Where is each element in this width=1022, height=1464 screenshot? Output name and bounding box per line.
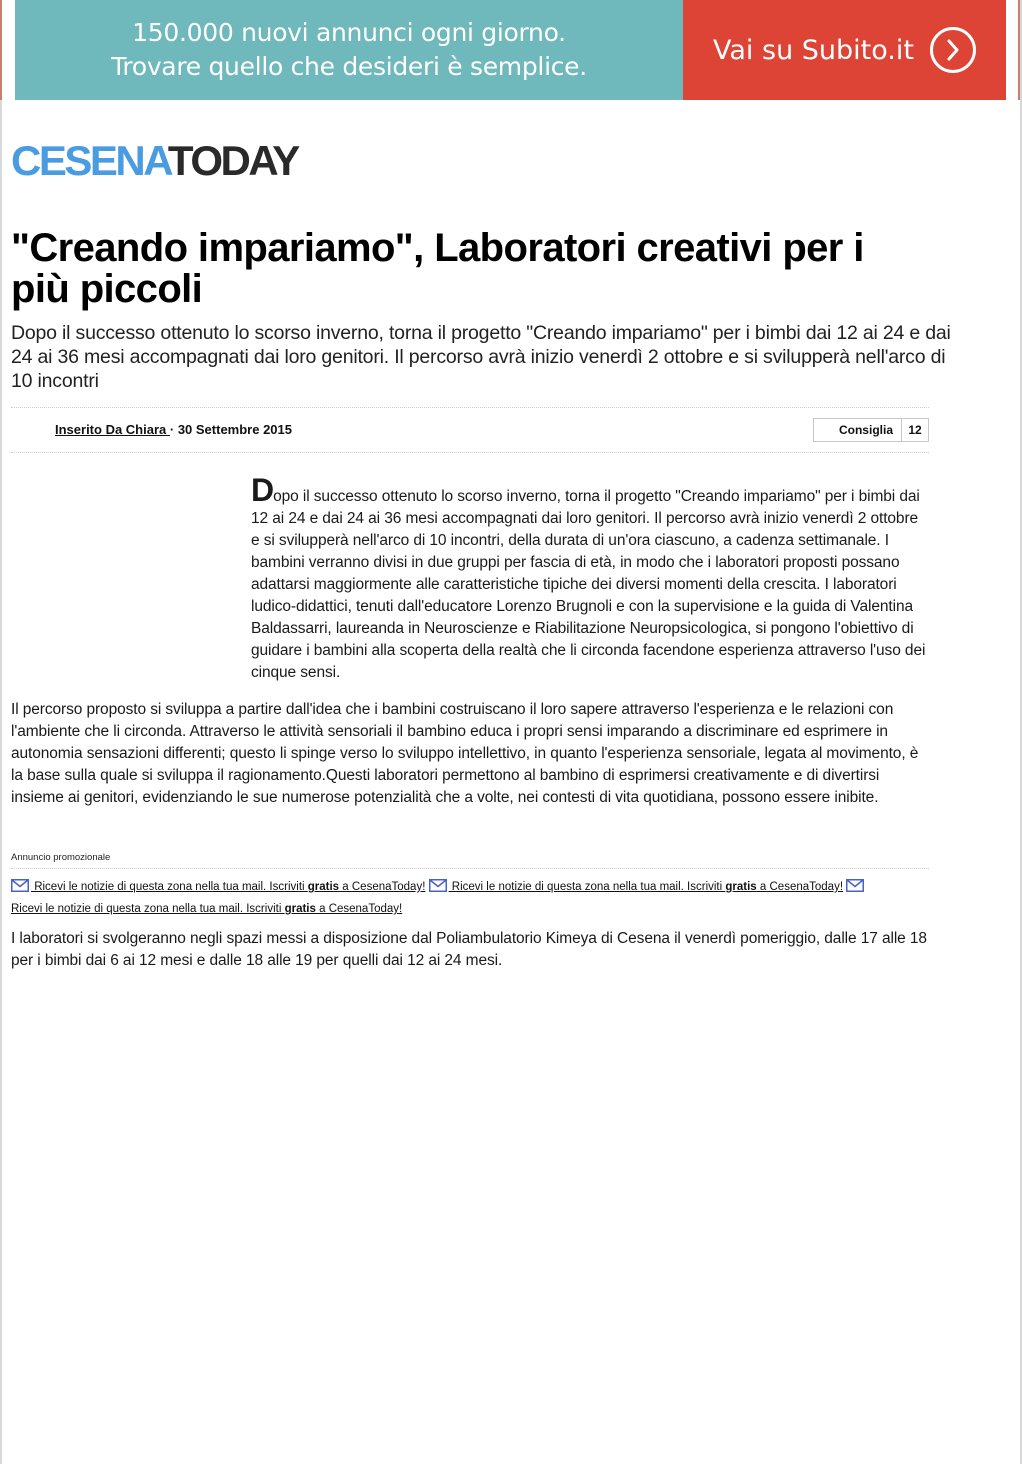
newsletter-link-bold: gratis xyxy=(725,881,757,893)
newsletter-link-text: Ricevi le notizie di questa zona nella tua mail. Iscriviti xyxy=(11,903,285,915)
logo-part-cesena: CESENA xyxy=(11,137,168,184)
ad-banner[interactable] xyxy=(15,0,1006,100)
ad-banner-cta-button[interactable] xyxy=(683,0,1006,100)
newsletter-link-text: a CesenaToday! xyxy=(339,881,426,893)
byline xyxy=(55,422,292,437)
newsletter-link-text: Ricevi le notizie di questa zona nella tua mail. Iscriviti xyxy=(448,881,726,893)
logo-part-today: TODAY xyxy=(167,137,298,184)
divider xyxy=(11,407,929,408)
author-link[interactable]: Inserito Da Chiara xyxy=(55,422,170,437)
article-title: "Creando impariamo", Laboratori creativi per i più piccoli xyxy=(11,226,864,311)
ad-border-right xyxy=(1018,0,1020,100)
publish-date: · 30 Settembre 2015 xyxy=(169,422,292,437)
newsletter-link-text: Ricevi le notizie di questa zona nella tua mail. Iscriviti xyxy=(31,881,308,893)
site-logo[interactable] xyxy=(11,138,298,184)
newsletter-link[interactable] xyxy=(31,881,425,893)
paragraph-text: opo il successo ottenuto lo scorso inverno, torna il progetto "Creando impariamo" per i bimbi dai 12 ai 24 e dai 24 ai 36 mesi accompagnati dai loro genitori. Il percorso avrà inizio venerdì 2 ottobre e si svilupperà nell'arco di 10 incontri, della durata di un'ora ciascuno, a cadenza settimanale. I bambini verranno divisi in due gruppi per fascia di età, in modo che i laboratori proposti possano adattarsi maggiormente alle caratteristiche tipiche dei diversi momenti della crescita. I laboratori ludico-didattici, tenuti dall'educatore Lorenzo Brugnoli e con la supervisione e la guida di Valentina Baldassarri, laureanda in Neuroscienze e Riabilitazione Neuropsicologica, si pongono l'obiettivo di guidare i bambini alla scoperta della realtà che li circonda facendone esperienza attraverso l'uso dei cinque sensi. xyxy=(251,488,926,681)
article-paragraph-2: Il percorso proposto si sviluppa a partire dall'idea che i bambini costruiscano il loro sapere attraverso l'esperienza e le relazioni con l'ambiente che li circonda. Attraverso le attività sensoriali il bambino educa i propri sensi imparando a discriminare ed esprimere in autonomia sensazioni differenti; questo li spinge verso lo sviluppo intellettivo, in quanto l'esperienza sensoriale, legata al movimento, è la base sulla quale si sviluppa il ragionamento.Questi laboratori permettono al bambino di esprimersi creativamente e di divertirsi insieme ai genitori, evidenziando le sue numerose potenzialità che a volte, nei contesti di vita quotidiana, possono essere inibite. xyxy=(11,701,919,806)
mail-icon xyxy=(11,878,29,891)
recommend-count: 12 xyxy=(908,423,922,437)
mail-icon xyxy=(429,878,447,891)
article-summary: Dopo il successo ottenuto lo scorso inverno, torna il progetto "Creando impariamo" per i bimbi dai 12 ai 24 e dai 24 ai 36 mesi accompagnati dai loro genitori. Il percorso avrà inizio venerdì 2 ottobre e si svilupperà nell'arco di 10 incontri xyxy=(11,322,951,392)
ad-banner-line1: 150.000 nuovi annunci ogni giorno. xyxy=(132,18,566,47)
ad-banner-line2: Trovare quello che desideri è semplice. xyxy=(111,52,587,81)
article-paragraph-1 xyxy=(251,472,926,684)
ad-border-left xyxy=(0,0,2,100)
divider xyxy=(11,452,929,453)
ad-banner-message[interactable] xyxy=(15,0,683,100)
newsletter-link-bold: gratis xyxy=(307,881,340,893)
chevron-right-circle-icon xyxy=(930,27,976,73)
newsletter-signup xyxy=(11,876,911,920)
newsletter-link[interactable] xyxy=(11,903,402,915)
recommend-button[interactable]: Consiglia xyxy=(814,419,902,441)
divider xyxy=(11,868,929,869)
newsletter-link-bold: gratis xyxy=(284,903,316,915)
newsletter-link-text: a CesenaToday! xyxy=(756,881,844,893)
newsletter-link[interactable] xyxy=(449,881,843,893)
article-paragraph-3: I laboratori si svolgeranno negli spazi messi a disposizione dal Poliambulatorio Kimeya di Cesena il venerdì pomeriggio, dalle 17 alle 18 per i bimbi dai 6 ai 12 mesi e dalle 18 alle 19 per quelli dai 12 ai 24 mesi. xyxy=(11,930,927,969)
recommend-widget xyxy=(813,418,929,442)
newsletter-link-text: a CesenaToday! xyxy=(315,903,403,915)
ad-banner-cta-label: Vai su Subito.it xyxy=(713,34,914,66)
promo-label: Annuncio promozionale xyxy=(11,852,111,863)
dropcap: D xyxy=(251,472,274,508)
mail-icon xyxy=(846,878,864,891)
